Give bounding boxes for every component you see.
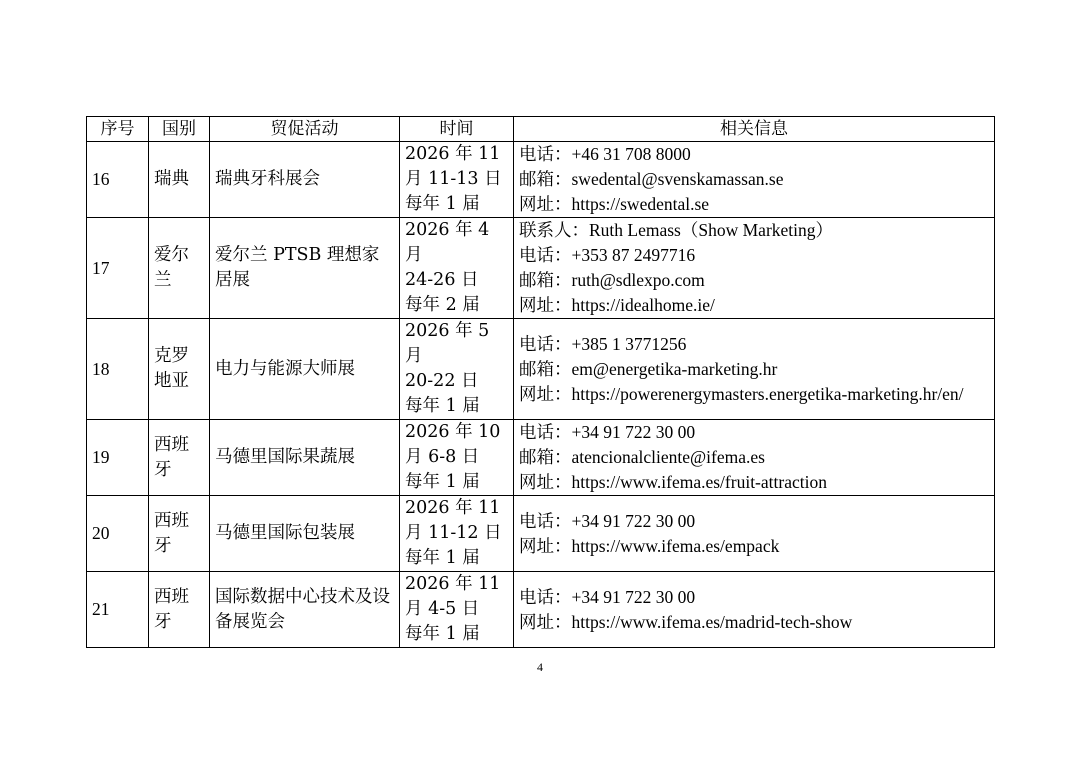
row-time (400, 319, 514, 420)
info-website: 网址：https://idealhome.ie/ (519, 295, 715, 315)
info-email: 邮箱：swedental@svenskamassan.se (519, 169, 784, 189)
row-time (400, 142, 514, 218)
row-info (514, 572, 995, 648)
info-phone: 电话：+353 87 2497716 (519, 245, 696, 265)
time-line: 20-22 日 (405, 371, 479, 391)
time-line: 每年 1 届 (405, 396, 480, 416)
row-country: 克罗地亚 (149, 319, 210, 420)
trade-events-table (86, 116, 995, 648)
time-line: 2026 年 11 (405, 498, 501, 518)
info-email: 邮箱：ruth@sdlexpo.com (519, 270, 705, 290)
row-info (514, 496, 995, 572)
time-line: 2026 年 5 月 (405, 321, 490, 366)
row-info (514, 218, 995, 319)
row-number: 16 (87, 142, 149, 218)
info-website: 网址：https://www.ifema.es/madrid-tech-show (519, 611, 853, 632)
time-line: 每年 1 届 (405, 194, 480, 214)
info-phone: 电话：+385 1 3771256 (519, 333, 687, 354)
time-line: 月 11-12 日 (405, 523, 502, 543)
info-phone: 电话：+34 91 722 30 00 (519, 422, 696, 442)
row-time (400, 420, 514, 496)
row-number: 17 (87, 218, 149, 319)
row-activity: 马德里国际包装展 (210, 496, 400, 572)
row-country: 爱尔兰 (149, 218, 210, 319)
row-time (400, 572, 514, 648)
row-activity: 马德里国际果蔬展 (210, 420, 400, 496)
table-row (87, 218, 995, 319)
time-line: 月 4-5 日 (405, 599, 480, 619)
row-activity: 爱尔兰 PTSB 理想家居展 (210, 218, 400, 319)
table-header (87, 117, 995, 142)
info-email: 邮箱：atencionalcliente@ifema.es (519, 447, 765, 467)
table-row (87, 319, 995, 420)
table-row (87, 572, 995, 648)
row-activity: 瑞典牙科展会 (210, 142, 400, 218)
time-line: 每年 2 届 (405, 295, 480, 315)
info-website: 网址：https://powerenergymasters.energetika-marketing.hr/en/ (519, 383, 964, 404)
time-line: 2026 年 11 (405, 574, 501, 594)
table-row (87, 420, 995, 496)
info-email: 邮箱：em@energetika-marketing.hr (519, 358, 778, 379)
table-row (87, 496, 995, 572)
info-phone: 电话：+46 31 708 8000 (519, 144, 691, 164)
header-country: 国别 (149, 117, 210, 142)
table-body (87, 142, 995, 648)
row-time (400, 218, 514, 319)
time-line: 2026 年 4 月 (405, 220, 490, 265)
header-time: 时间 (400, 117, 514, 142)
row-info (514, 420, 995, 496)
info-contact: 联系人：Ruth Lemass（Show Marketing） (519, 220, 834, 240)
row-country: 瑞典 (149, 142, 210, 218)
time-line: 24-26 日 (405, 270, 479, 290)
row-country: 西班牙 (149, 496, 210, 572)
time-line: 月 11-13 日 (405, 169, 502, 189)
row-country: 西班牙 (149, 572, 210, 648)
header-info: 相关信息 (514, 117, 995, 142)
info-website: 网址：https://www.ifema.es/fruit-attraction (519, 472, 827, 492)
row-activity: 国际数据中心技术及设备展览会 (210, 572, 400, 648)
row-time (400, 496, 514, 572)
row-info (514, 319, 995, 420)
info-website: 网址：https://swedental.se (519, 194, 710, 214)
row-activity: 电力与能源大师展 (210, 319, 400, 420)
row-number: 18 (87, 319, 149, 420)
row-info (514, 142, 995, 218)
row-number: 19 (87, 420, 149, 496)
page-number: 4 (537, 660, 543, 674)
header-row (87, 117, 995, 142)
time-line: 每年 1 届 (405, 548, 480, 568)
row-country: 西班牙 (149, 420, 210, 496)
row-number: 20 (87, 496, 149, 572)
time-line: 每年 1 届 (405, 624, 480, 644)
time-line: 2026 年 11 (405, 144, 501, 164)
info-phone: 电话：+34 91 722 30 00 (519, 586, 696, 607)
time-line: 2026 年 10 (405, 422, 501, 442)
time-line: 月 6-8 日 (405, 447, 480, 467)
header-seq: 序号 (87, 117, 149, 142)
table-row (87, 142, 995, 218)
info-website: 网址：https://www.ifema.es/empack (519, 535, 780, 556)
time-line: 每年 1 届 (405, 472, 480, 492)
row-number: 21 (87, 572, 149, 648)
info-phone: 电话：+34 91 722 30 00 (519, 510, 696, 531)
header-activity: 贸促活动 (210, 117, 400, 142)
